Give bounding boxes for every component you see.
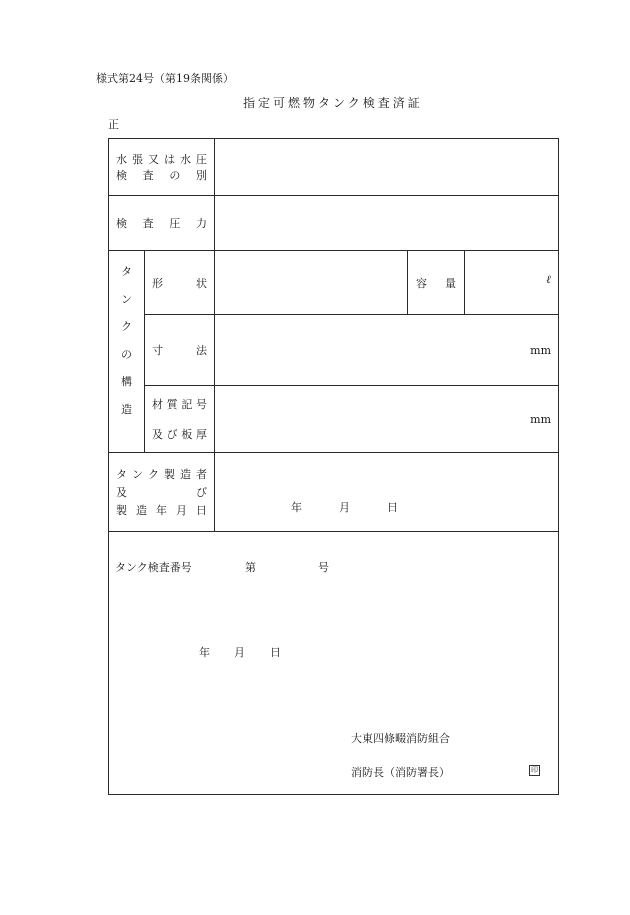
maker-label-line1-char: 製 [164, 468, 175, 481]
tank-structure-label-char: タ [121, 265, 132, 278]
maker-label-line3 [109, 502, 214, 518]
tank-structure-label-char: の [121, 347, 132, 361]
test-type-label-cell [109, 139, 215, 196]
test-pressure-label-cell [109, 196, 215, 251]
dimension-value-cell [215, 315, 559, 386]
shape-label-char: 形 [152, 276, 163, 290]
tank-structure-label-char: 構 [121, 375, 132, 389]
test-type-label-line1-char: 水 [180, 153, 191, 166]
tank-structure-label-cell [109, 251, 145, 453]
material-label-line2-char: 及 [152, 428, 163, 441]
certificate-body-cell [109, 532, 559, 795]
mfg-year-label: 年 [291, 501, 302, 514]
capacity-unit: ℓ [546, 273, 552, 286]
material-label-line1-char: 材 [152, 398, 163, 411]
test-type-label-line2-char: 査 [142, 169, 154, 182]
tank-structure-label-char: ク [121, 320, 132, 334]
capacity-label-char: 容 [416, 276, 427, 290]
test-type-label-line2-char: の [169, 169, 181, 182]
maker-label-cell [109, 453, 215, 532]
test-type-label-line1-char: は [164, 153, 175, 166]
inspection-number-suffix: 号 [318, 561, 329, 574]
material-value-cell [215, 386, 559, 453]
maker-label-line2 [109, 484, 214, 500]
dimension-unit: mm [530, 344, 552, 357]
issuer-title: 消防長（消防署長） [351, 766, 450, 779]
maker-label-line3-char: 製 [116, 504, 127, 517]
test-pressure-label-char: 査 [142, 217, 154, 230]
test-pressure-label [109, 215, 214, 231]
dimension-label [145, 342, 214, 358]
material-label-line1-char: 号 [195, 398, 207, 411]
tank-structure-label-char: ン [121, 292, 132, 306]
maker-label-line1-char: ク [148, 468, 159, 481]
test-pressure-label-char: 圧 [169, 217, 181, 230]
maker-label-line3-char: 日 [196, 504, 207, 517]
test-type-label-line1-char: 水 [116, 153, 127, 166]
shape-label-char: 状 [196, 276, 207, 290]
mfg-day-label: 日 [387, 501, 398, 514]
issue-month-label: 月 [234, 646, 245, 659]
maker-label-line1-char: 造 [180, 468, 191, 481]
maker-label-line1-char: タ [116, 468, 127, 481]
test-pressure-label-char: 検 [116, 217, 127, 230]
test-type-label-line2-char: 検 [116, 169, 127, 182]
inspection-form-table [108, 138, 559, 795]
material-label-line1-char: 質 [166, 398, 178, 411]
maker-label-line1-char: 者 [196, 468, 207, 481]
maker-label-line3-char: 年 [156, 504, 167, 517]
capacity-label-cell [408, 251, 465, 315]
material-label-line2 [145, 426, 214, 442]
inspection-number-label: タンク検査番号 [115, 561, 192, 574]
maker-label-line1-char: ン [132, 468, 143, 481]
form-number: 様式第24号（第19条関係） [96, 72, 234, 85]
test-pressure-value-cell [215, 196, 559, 251]
copy-mark: 正 [108, 118, 119, 131]
tank-structure-label-char: 造 [121, 402, 132, 416]
material-label-line1 [145, 396, 214, 412]
material-label-line2-char: 板 [181, 428, 193, 441]
capacity-label-char: 量 [445, 276, 456, 290]
test-type-label-line1-char: 張 [132, 153, 143, 166]
material-label-cell [145, 386, 215, 453]
material-label-line1-char: 記 [181, 398, 193, 411]
inspection-number-prefix: 第 [245, 561, 256, 574]
material-label-line2-char: び [166, 428, 178, 441]
maker-label-line2-char: 及 [116, 486, 127, 499]
shape-label-cell [145, 251, 215, 315]
test-pressure-label-char: 力 [195, 217, 207, 230]
mfg-month-label: 月 [339, 501, 350, 514]
maker-label-line3-char: 月 [176, 504, 187, 517]
test-type-label-line1-char: 圧 [196, 153, 207, 166]
dimension-label-char: 寸 [152, 344, 163, 357]
shape-value-cell [215, 251, 408, 315]
dimension-label-char: 法 [196, 344, 207, 357]
capacity-value-cell [465, 251, 559, 315]
issue-year-label: 年 [199, 646, 210, 659]
test-type-label-line1 [109, 151, 214, 167]
test-type-label-line2-char: 別 [195, 169, 207, 182]
thickness-unit: mm [530, 413, 552, 426]
dimension-label-cell [145, 315, 215, 386]
test-type-value-cell [215, 139, 559, 196]
capacity-label [408, 275, 464, 291]
maker-label-line3-char: 造 [136, 504, 147, 517]
issue-day-label: 日 [270, 646, 281, 659]
maker-value-cell [215, 453, 559, 532]
seal-mark-icon: 印 [531, 766, 538, 774]
test-type-label-line1-char: 又 [148, 153, 159, 166]
material-label-line2-char: 厚 [195, 428, 207, 441]
organization-name: 大東四條畷消防組合 [351, 732, 450, 745]
test-type-label-line2 [109, 167, 214, 183]
maker-label-line1 [109, 466, 214, 482]
document-title: 指定可燃物タンク検査済証 [243, 96, 423, 110]
shape-label [145, 275, 214, 291]
tank-structure-label [109, 251, 144, 429]
maker-label-line2-char: び [196, 486, 207, 499]
